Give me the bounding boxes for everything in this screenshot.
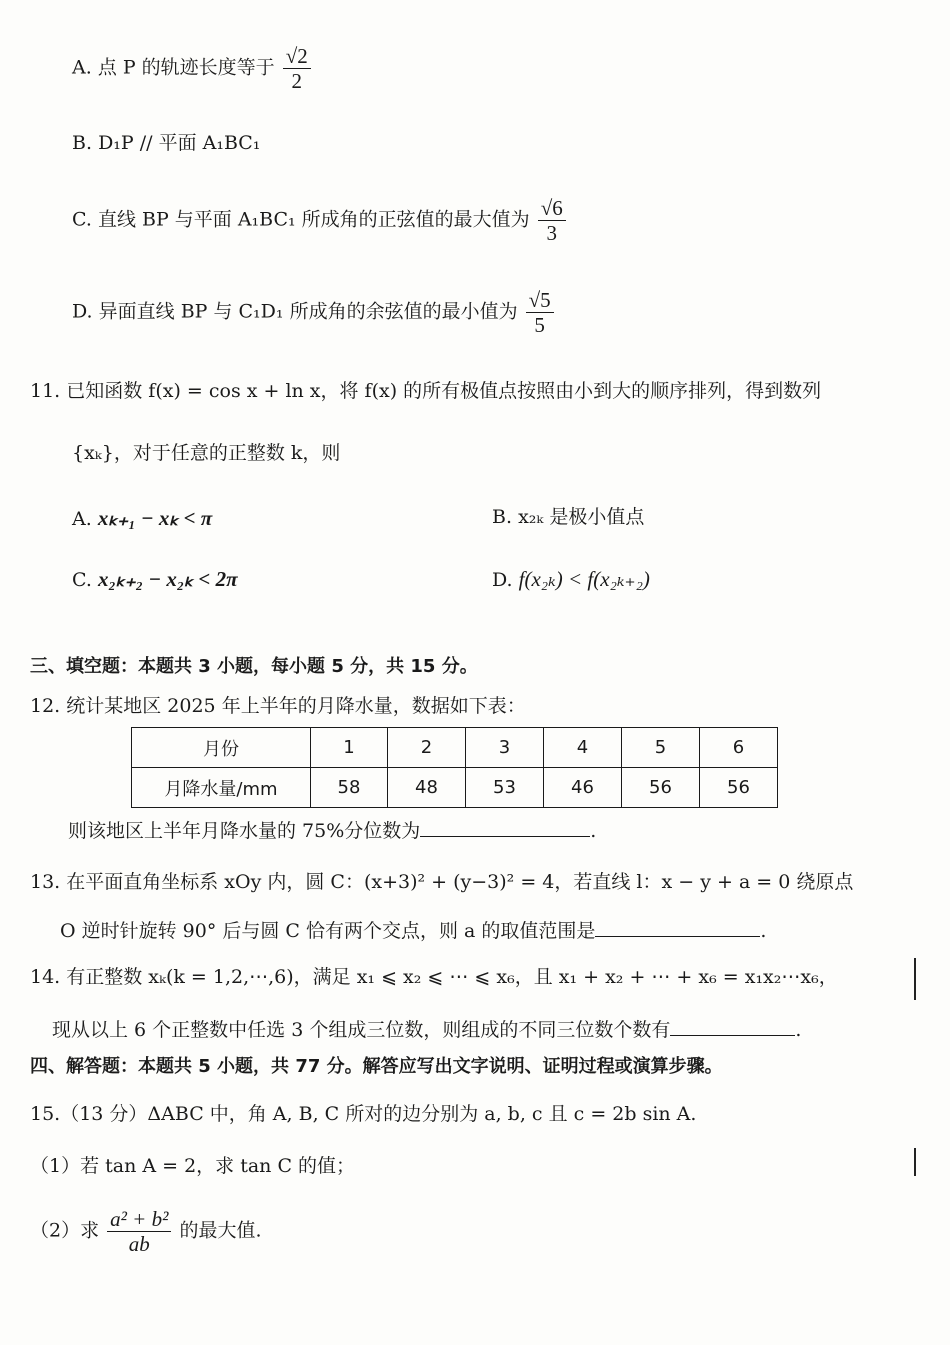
table-row — [132, 728, 778, 768]
option-label: C. — [72, 208, 92, 231]
q12-stem: 12. 统计某地区 2025 年上半年的月降水量，数据如下表： — [30, 695, 526, 717]
q13-line1: 13. 在平面直角坐标系 xOy 内，圆 C：(x+3)² + (y−3)² = 4，若直线 l：x − y + a = 0 绕原点 — [30, 871, 854, 893]
fraction-denominator: 3 — [546, 221, 557, 246]
question-text: 现从以上 6 个正整数中任选 3 个组成三位数，则组成的不同三位数个数有 — [52, 1019, 671, 1041]
part-suffix: 的最大值. — [179, 1219, 262, 1242]
q11-stem-line1: 11. 已知函数 f(x) = cos x + ln x，将 f(x) 的所有极值点按照由小到大的顺序排列，得到数列 — [30, 380, 822, 402]
period: . — [590, 820, 597, 842]
answer-blank[interactable] — [420, 820, 590, 837]
option-text: 异面直线 BP 与 C₁D₁ 所成角的余弦值的最小值为 — [98, 300, 518, 323]
rainfall-table — [131, 727, 778, 808]
q11-stem-line2: {xₖ}，对于任意的正整数 k，则 — [72, 442, 341, 464]
answer-blank[interactable] — [670, 1019, 795, 1036]
table-cell: 56 — [622, 768, 700, 808]
option-text: D₁P // 平面 A₁BC₁ — [98, 132, 261, 154]
table-cell: 53 — [466, 768, 544, 808]
q14-line2 — [52, 1019, 801, 1042]
q15-part1: （1）若 tan A = 2，求 tan C 的值； — [30, 1155, 356, 1177]
fraction — [283, 44, 311, 93]
option-label: A. — [72, 56, 92, 79]
q11-option-c — [72, 567, 238, 592]
fraction-numerator: √5 — [526, 288, 554, 313]
fraction-numerator: √6 — [538, 196, 566, 221]
q14-line1: 14. 有正整数 xₖ(k = 1,2,⋯,6)，满足 x₁ ⩽ x₂ ⩽ ⋯ ⩽ x₆，且 x₁ + x₂ + ⋯ + x₆ = x₁x₂⋯x₆， — [30, 966, 838, 988]
part-prefix: （2）求 — [30, 1219, 100, 1242]
option-text: x₂ₖ 是极小值点 — [518, 506, 645, 528]
table-cell: 48 — [388, 768, 466, 808]
table-cell: 6 — [700, 728, 778, 768]
q10-option-a — [72, 44, 313, 93]
option-label: B. — [492, 506, 513, 528]
table-cell: 2 — [388, 728, 466, 768]
table-row — [132, 768, 778, 808]
q10-option-c — [72, 196, 568, 245]
fraction-denominator: 2 — [291, 69, 302, 94]
option-text: xₖ₊₁ − xₖ < π — [97, 506, 213, 530]
table-cell: 5 — [622, 728, 700, 768]
q11-option-d — [492, 567, 650, 592]
scan-edge-mark — [914, 958, 916, 1000]
q13-line2 — [60, 920, 766, 943]
table-cell: 4 — [544, 728, 622, 768]
q15-part2 — [30, 1207, 262, 1256]
q15-stem: 15.（13 分）ΔABC 中，角 A, B, C 所对的边分别为 a, b, c 且 c = 2b sin A. — [30, 1103, 697, 1125]
option-label: C. — [72, 569, 92, 591]
option-text: 点 P 的轨迹长度等于 — [97, 56, 275, 79]
option-label: D. — [492, 569, 513, 591]
q11-option-a — [72, 506, 212, 531]
option-label: D. — [72, 300, 93, 323]
q12-question — [68, 820, 596, 843]
table-cell: 46 — [544, 768, 622, 808]
fraction-denominator: 5 — [534, 313, 545, 338]
option-text: 直线 BP 与平面 A₁BC₁ 所成角的正弦值的最大值为 — [97, 208, 530, 231]
option-label: B. — [72, 132, 93, 154]
section-4-heading: 四、解答题：本题共 5 小题，共 77 分。解答应写出文字说明、证明过程或演算步骤。 — [30, 1056, 723, 1077]
fraction — [538, 196, 566, 245]
fraction-numerator: a² + b² — [107, 1207, 171, 1232]
period: . — [760, 920, 767, 942]
table-cell: 56 — [700, 768, 778, 808]
option-text: x₂ₖ₊₂ − x₂ₖ < 2π — [97, 567, 238, 591]
option-text: f(x₂ₖ) < f(x₂ₖ₊₂) — [518, 567, 650, 591]
table-header-cell: 月降水量/mm — [132, 768, 311, 808]
fraction — [107, 1207, 171, 1256]
q10-option-d — [72, 288, 556, 337]
table-header-cell: 月份 — [132, 728, 311, 768]
table-cell: 3 — [466, 728, 544, 768]
scan-edge-mark — [914, 1148, 916, 1176]
fraction — [526, 288, 554, 337]
period: . — [795, 1019, 802, 1041]
fraction-numerator: √2 — [283, 44, 311, 69]
fraction-denominator: ab — [128, 1232, 150, 1257]
table-cell: 1 — [311, 728, 388, 768]
table-cell: 58 — [311, 768, 388, 808]
question-text: O 逆时针旋转 90° 后与圆 C 恰有两个交点，则 a 的取值范围是 — [60, 920, 596, 942]
option-label: A. — [72, 508, 92, 530]
q10-option-b — [72, 132, 260, 155]
section-3-heading: 三、填空题：本题共 3 小题，每小题 5 分，共 15 分。 — [30, 656, 478, 677]
question-text: 则该地区上半年月降水量的 75%分位数为 — [68, 820, 421, 842]
q11-option-b — [492, 506, 644, 529]
answer-blank[interactable] — [595, 920, 760, 937]
